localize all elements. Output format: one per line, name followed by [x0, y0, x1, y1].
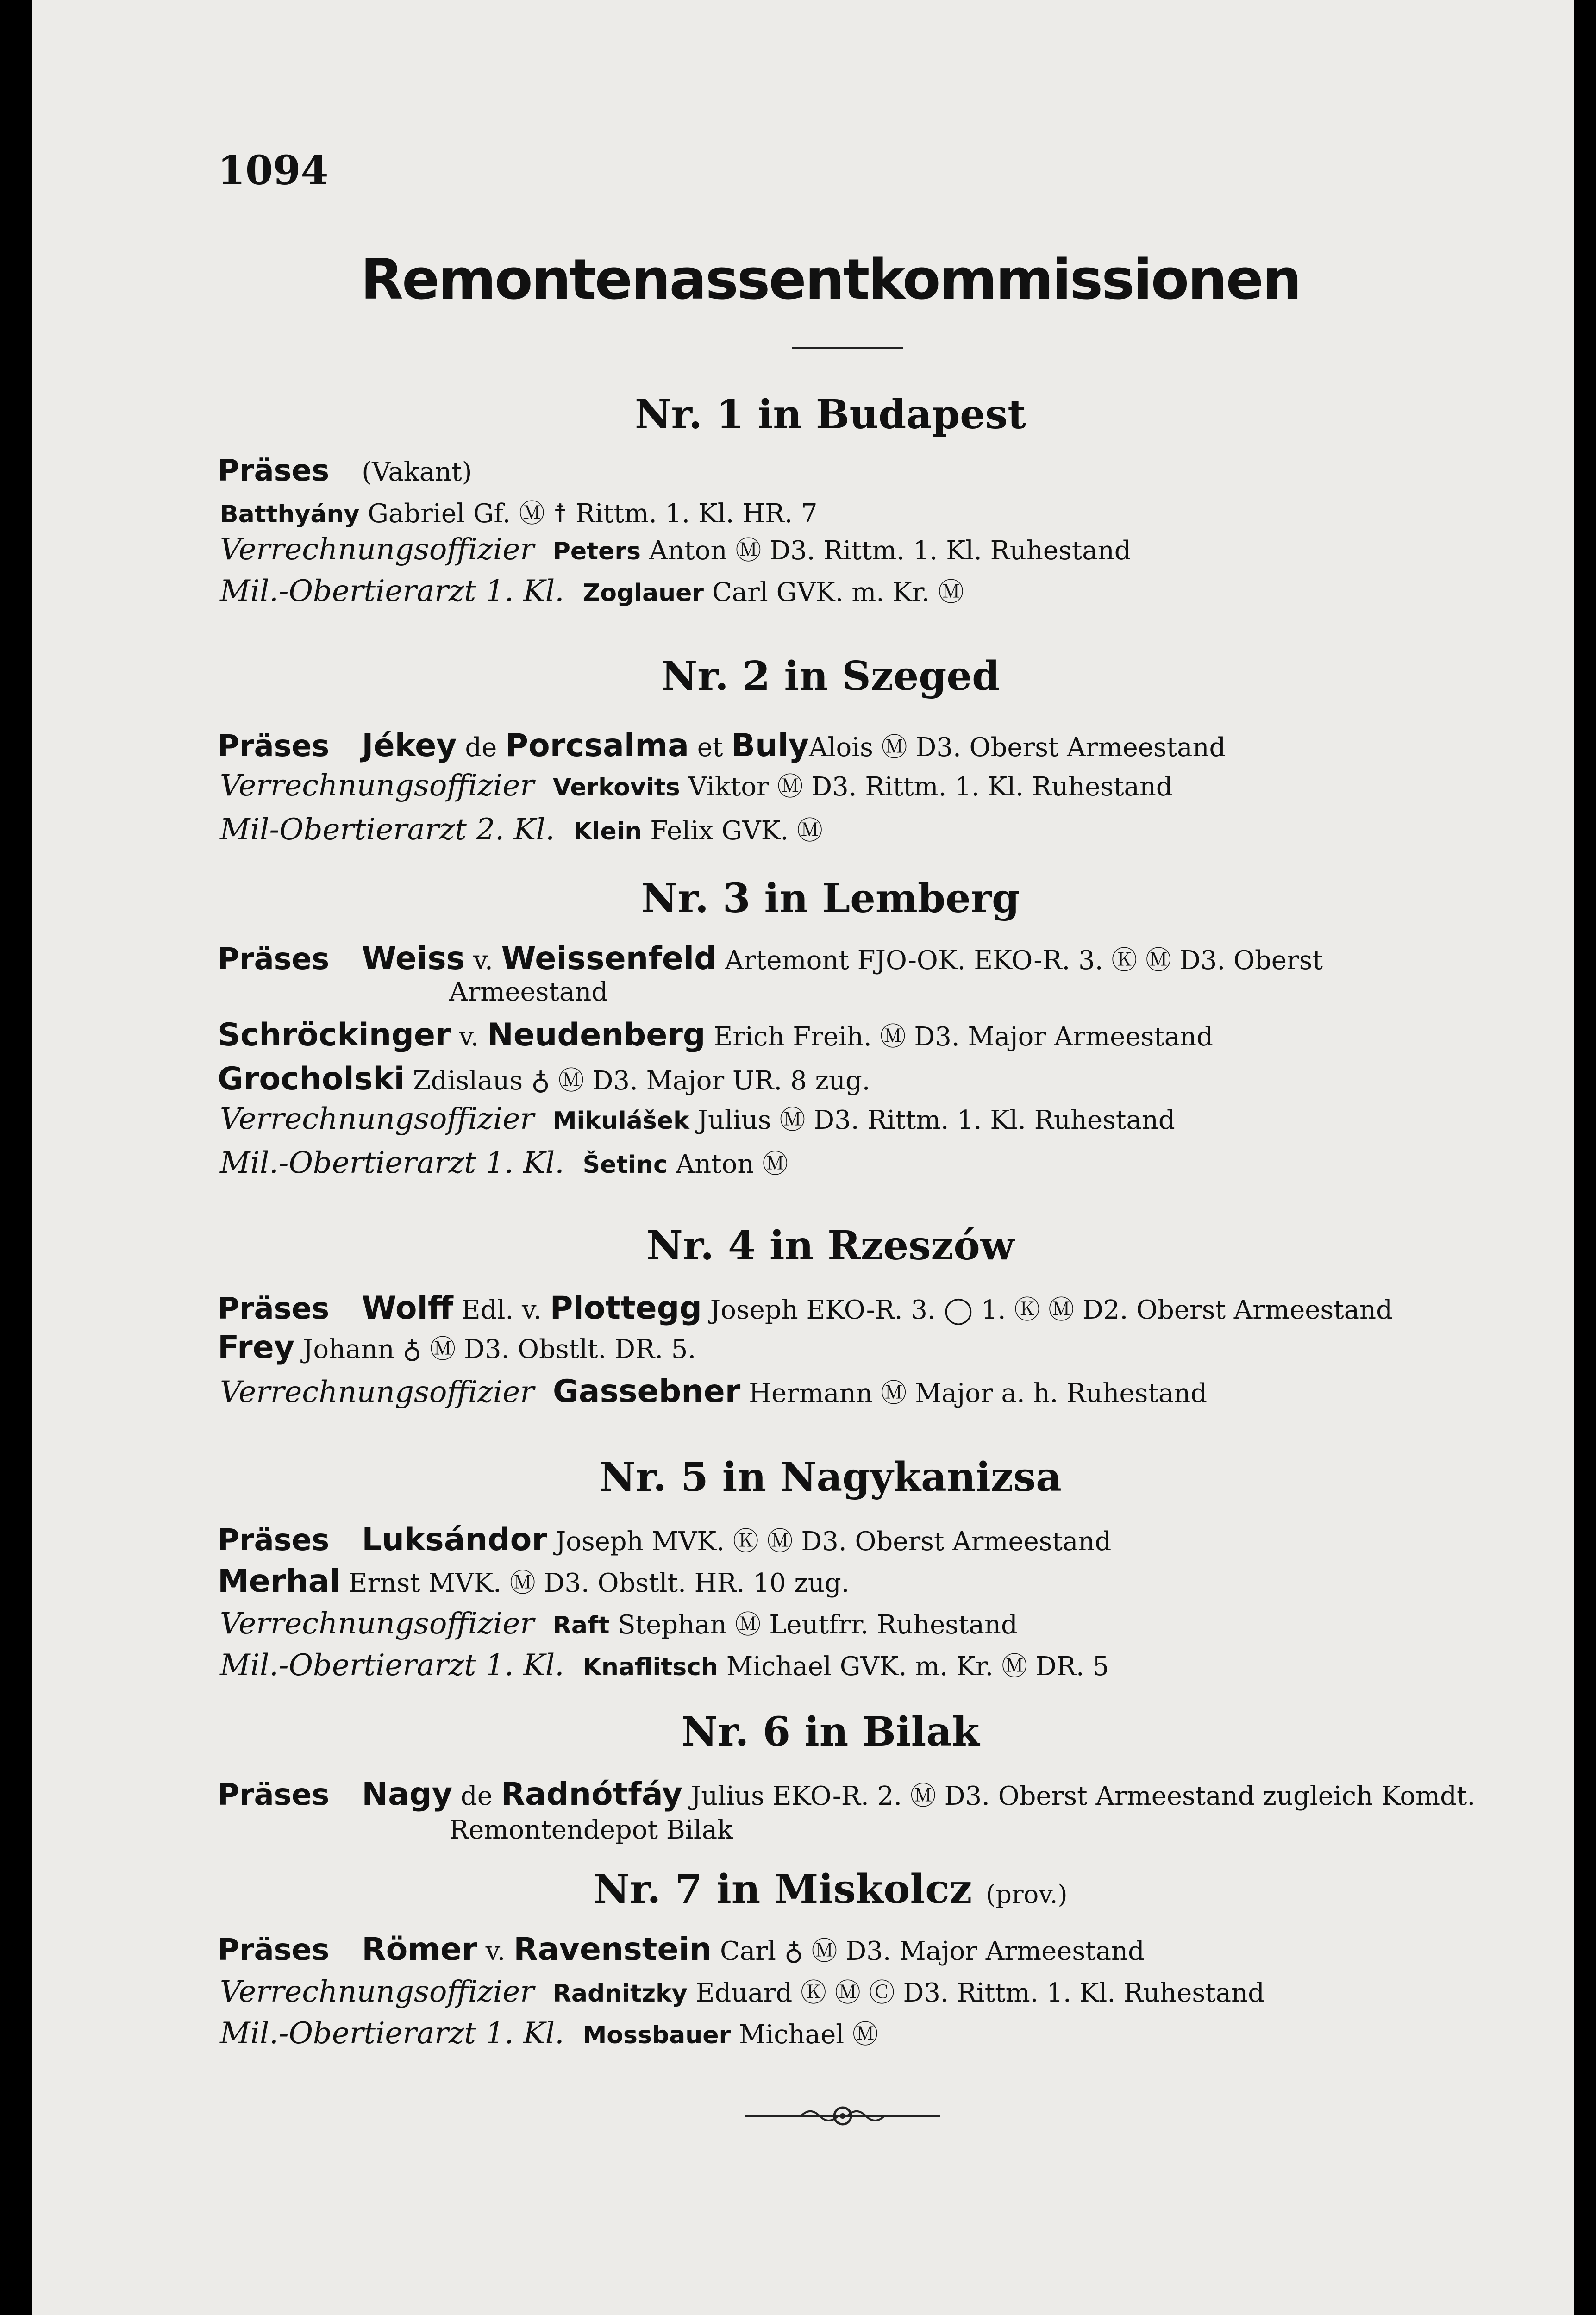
entry-line: Präses (Vakant) [218, 454, 472, 488]
section-heading: Nr. 2 in Szeged [661, 653, 1000, 700]
entry-line: Präses Jékey de Porcsalma et BulyAlois Ⓜ D3. Oberst Armeestand [218, 727, 1226, 764]
entry-line: Mil.-Obertierarzt 1. Kl. Zoglauer Carl GVK. m. Kr. Ⓜ [220, 574, 964, 608]
entry-line: Präses Römer v. Ravenstein Carl ♁ Ⓜ D3. Major Armeestand [218, 1931, 1145, 1968]
entry-line: Mil.-Obertierarzt 1. Kl. Mossbauer Michael Ⓜ [220, 2016, 878, 2051]
entry-line: Batthyány Gabriel Gf. Ⓜ ☨ Rittm. 1. Kl. HR. 7 [220, 499, 818, 529]
ornament-divider [745, 2102, 940, 2130]
entry-line: Merhal Ernst MVK. Ⓜ D3. Obstlt. HR. 10 zug. [218, 1563, 850, 1600]
page-title: Remontenassentkommissionen [360, 248, 1301, 312]
entry-line: Grocholski Zdislaus ♁ Ⓜ D3. Major UR. 8 zug. [218, 1061, 870, 1097]
entry-line: Präses Weiss v. Weissenfeld Artemont FJO-OK. EKO-R. 3. Ⓚ Ⓜ D3. Oberst [218, 940, 1323, 977]
entry-line: Armeestand [449, 977, 608, 1007]
entry-line: Verrechnungsoffizier Mikulášek Julius Ⓜ D3. Rittm. 1. Kl. Ruhestand [220, 1102, 1175, 1136]
section-heading: Nr. 7 in Miskolcz (prov.) [593, 1866, 1068, 1913]
section-heading: Nr. 6 in Bilak [681, 1708, 980, 1755]
entry-line: Mil-Obertierarzt 2. Kl. Klein Felix GVK. Ⓜ [220, 813, 823, 847]
page-number: 1094 [218, 147, 329, 194]
entry-line: Verrechnungsoffizier Raft Stephan Ⓜ Leutfrr. Ruhestand [220, 1607, 1018, 1641]
entry-line: Verrechnungsoffizier Peters Anton Ⓜ D3. Rittm. 1. Kl. Ruhestand [220, 532, 1131, 567]
entry-line: Schröckinger v. Neudenberg Erich Freih. Ⓜ D3. Major Armeestand [218, 1017, 1213, 1053]
entry-line: Frey Johann ♁ Ⓜ D3. Obstlt. DR. 5. [218, 1329, 696, 1366]
entry-line: Präses Wolff Edl. v. Plottegg Joseph EKO-R. 3. ◯ 1. Ⓚ Ⓜ D2. Oberst Armeestand [218, 1290, 1393, 1326]
entry-line: Präses Nagy de Radnótfáy Julius EKO-R. 2. Ⓜ D3. Oberst Armeestand zugleich Komdt. [218, 1776, 1476, 1813]
entry-line: Verrechnungsoffizier Verkovits Viktor Ⓜ D3. Rittm. 1. Kl. Ruhestand [220, 769, 1173, 803]
entry-line: Remontendepot Bilak [449, 1815, 733, 1845]
entry-line: Mil.-Obertierarzt 1. Kl. Šetinc Anton Ⓜ [220, 1146, 789, 1180]
section-heading: Nr. 4 in Rzeszów [646, 1222, 1014, 1269]
entry-line: Verrechnungsoffizier Radnitzky Eduard Ⓚ Ⓜ Ⓒ D3. Rittm. 1. Kl. Ruhestand [220, 1975, 1264, 2009]
entry-line: Verrechnungsoffizier Gassebner Hermann Ⓜ Major a. h. Ruhestand [220, 1373, 1208, 1410]
section-heading: Nr. 5 in Nagykanizsa [599, 1454, 1062, 1501]
section-heading: Nr. 3 in Lemberg [641, 875, 1020, 922]
title-rule [792, 347, 903, 349]
entry-line: Präses Luksándor Joseph MVK. Ⓚ Ⓜ D3. Oberst Armeestand [218, 1521, 1112, 1558]
document-page [32, 0, 1574, 2315]
section-heading: Nr. 1 in Budapest [635, 391, 1026, 438]
entry-line: Mil.-Obertierarzt 1. Kl. Knaflitsch Michael GVK. m. Kr. Ⓜ DR. 5 [220, 1648, 1109, 1683]
